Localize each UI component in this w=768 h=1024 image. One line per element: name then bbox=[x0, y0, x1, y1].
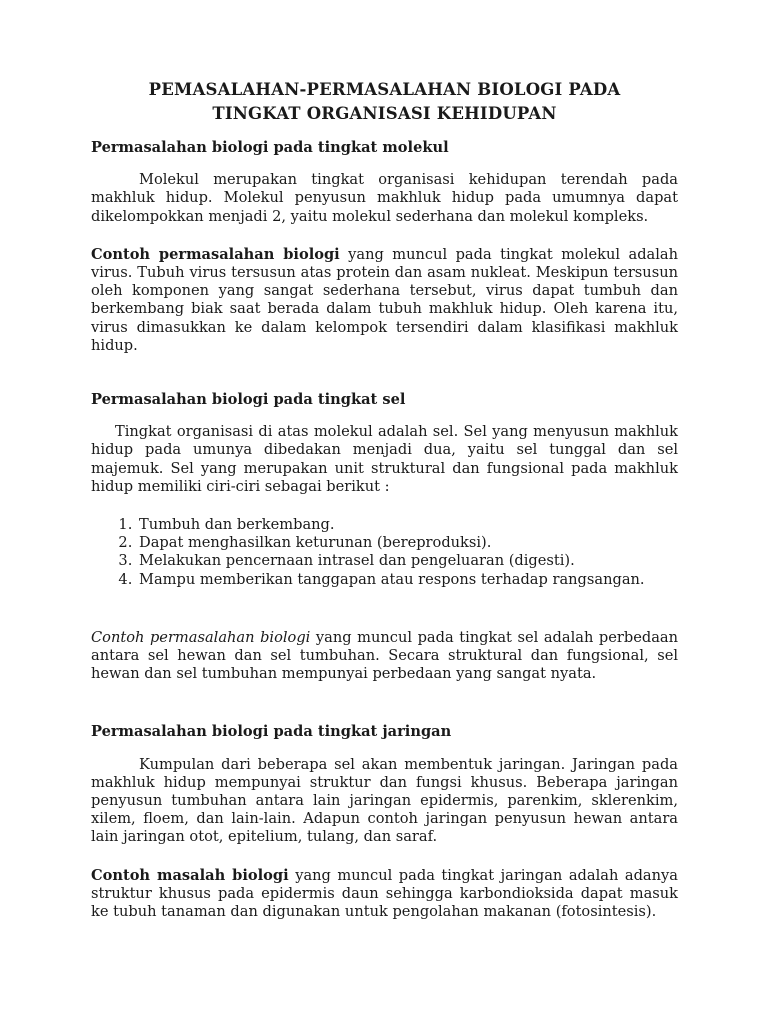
heading-sel: Permasalahan biologi pada tingkat sel bbox=[91, 391, 406, 409]
example-text-sel: yang muncul pada tingkat sel adalah perbedaan antara sel hewan dan sel tumbuhan. Secara struktural dan fungsional, sel hewan dan sel tumbuhan mempunyai perbedaan yang sangat nyata. bbox=[91, 628, 678, 683]
document-page bbox=[91, 78, 678, 921]
example-lead-molekul: Contoh permasalahan biologi bbox=[91, 245, 340, 263]
paragraph-molekul-intro: Molekul merupakan tingkat organisasi kehidupan terendah pada makhluk hidup. Molekul penyusun makhluk hidup pada umumnya dapat dikelompokkan menjadi 2, yaitu molekul sederhana dan molekul kompleks. bbox=[91, 171, 678, 225]
paragraph-sel-example bbox=[91, 629, 678, 684]
cell-characteristics-list bbox=[91, 516, 678, 589]
example-text-molekul: yang muncul pada tingkat molekul adalah virus. Tubuh virus tersusun atas protein dan asam nukleat. Meskipun tersusun oleh komponen yang sangat sederhana tersebut, virus dapat tumbuh dan berkembang biak saat berada dalam tubuh makhluk hidup. Oleh karena itu, virus dimasukkan ke dalam kelompok tersendiri dalam klasifikasi makhluk hidup. bbox=[91, 245, 679, 354]
heading-molekul: Permasalahan biologi pada tingkat molekul bbox=[91, 139, 449, 156]
paragraph-sel-intro: Tingkat organisasi di atas molekul adalah sel. Sel yang menyusun makhluk hidup pada umunya dibedakan menjadi dua, yaitu sel tunggal dan sel majemuk. Sel yang merupakan unit struktural dan fungsional pada makhluk hidup memiliki ciri-ciri sebagai berikut : bbox=[91, 423, 678, 495]
paragraph-jaringan-example bbox=[91, 867, 678, 922]
paragraph-molekul-example bbox=[91, 246, 678, 355]
list-item: 4. Mampu memberikan tanggapan atau respons terhadap rangsangan. bbox=[137, 571, 678, 589]
list-item: 2. Dapat menghasilkan keturunan (bereproduksi). bbox=[137, 534, 678, 552]
title-line-1: PEMASALAHAN-PERMASALAHAN BIOLOGI PADA bbox=[148, 80, 621, 99]
list-item: 1. Tumbuh dan berkembang. bbox=[137, 516, 678, 534]
example-lead-jaringan: Contoh masalah biologi bbox=[91, 866, 289, 884]
title-line-2: TINGKAT ORGANISASI KEHIDUPAN bbox=[212, 104, 557, 123]
document-title bbox=[91, 78, 678, 126]
paragraph-jaringan-intro: Kumpulan dari beberapa sel akan membentuk jaringan. Jaringan pada makhluk hidup mempunyai struktur dan fungsi khusus. Beberapa jaringan penyusun tumbuhan antara lain jaringan epidermis, parenkim, sklerenkim, xilem, floem, dan lain-lain. Adapun contoh jaringan penyusun hewan antara lain jaringan otot, epitelium, tulang, dan saraf. bbox=[91, 755, 678, 846]
list-item: 3. Melakukan pencernaan intrasel dan pengeluaran (digesti). bbox=[137, 552, 678, 570]
example-text-jaringan: yang muncul pada tingkat jaringan adalah adanya struktur khusus pada epidermis daun sehingga karbondioksida dapat masuk ke tubuh tanaman dan digunakan untuk pengolahan makanan (fotosintesis). bbox=[91, 866, 678, 921]
heading-jaringan: Permasalahan biologi pada tingkat jaringan bbox=[91, 723, 452, 741]
example-lead-sel: Contoh permasalahan biologi bbox=[91, 628, 311, 646]
